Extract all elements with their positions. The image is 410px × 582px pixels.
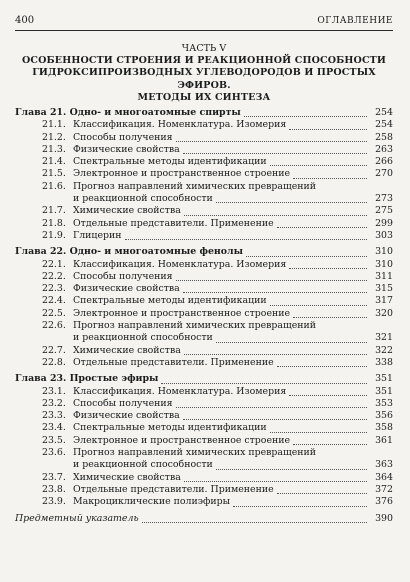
section-number: 21.1. <box>42 119 66 131</box>
dot-leader <box>184 215 367 216</box>
index-title: Предметный указатель <box>15 512 139 524</box>
page-ref: 311 <box>375 270 393 282</box>
section-number: 21.9. <box>42 229 66 241</box>
section-number: 22.7. <box>42 344 66 356</box>
dot-leader <box>183 153 367 154</box>
header-rule <box>15 30 393 31</box>
toc-section-entry[interactable] <box>15 422 393 434</box>
section-number: 23.8. <box>42 483 66 495</box>
section-title: Отдельные представители. Применение <box>73 356 274 368</box>
section-title: Классификация. Номенклатура. Изомерия <box>73 258 287 270</box>
toc-section-entry[interactable] <box>15 398 393 410</box>
section-number: 22.1. <box>42 258 66 270</box>
dot-leader <box>216 202 367 203</box>
dot-leader <box>142 522 367 523</box>
section-number: 21.5. <box>42 168 66 180</box>
toc-section-entry[interactable] <box>15 459 393 471</box>
section-title: Классификация. Номенклатура. Изомерия <box>73 119 287 131</box>
toc-section-entry[interactable] <box>15 496 393 508</box>
section-title: Электронное и пространственное строение <box>73 168 291 180</box>
section-number: 21.3. <box>42 143 66 155</box>
dot-leader <box>183 419 367 420</box>
page-ref: 263 <box>375 143 393 155</box>
section-title: Прогноз направлений химических превращений <box>73 447 317 459</box>
section-title: Спектральные методы идентификации <box>73 295 267 307</box>
page-ref: 303 <box>375 229 393 241</box>
section-number: 23.6. <box>42 447 66 459</box>
dot-leader <box>270 165 367 166</box>
section-number: 21.6. <box>42 180 66 192</box>
section-title: Способы получения <box>73 397 173 409</box>
page-ref: 351 <box>375 385 393 397</box>
toc-section-entry[interactable] <box>15 320 393 332</box>
toc-section-entry[interactable] <box>15 472 393 484</box>
page-ref: 315 <box>375 283 393 295</box>
toc-section-entry[interactable] <box>15 447 393 459</box>
dot-leader <box>289 129 367 130</box>
dot-leader <box>277 493 367 494</box>
page-ref: 376 <box>375 496 393 508</box>
section-title: Химические свойства <box>73 471 181 483</box>
toc-section-entry[interactable] <box>15 132 393 144</box>
page-ref: 258 <box>375 131 393 143</box>
chapter-title: Глава 22. Одно- и многоатомные фенолы <box>15 246 244 258</box>
dot-leader <box>270 305 367 306</box>
page-ref: 310 <box>375 258 393 270</box>
page-ref: 299 <box>375 217 393 229</box>
section-title: Физические свойства <box>73 410 180 422</box>
toc-section-entry[interactable] <box>15 181 393 193</box>
page-ref: 353 <box>375 397 393 409</box>
section-title: Прогноз направлений химических превращений <box>73 320 317 332</box>
dot-leader <box>233 506 367 507</box>
part-title-line: ГИДРОКСИПРОИЗВОДНЫХ УГЛЕВОДОРОДОВ И ПРОСТЫХ ЭФИРОВ. <box>32 67 376 91</box>
section-title: Отдельные представители. Применение <box>73 483 274 495</box>
section-number: 21.4. <box>42 156 66 168</box>
section-title: Электронное и пространственное строение <box>73 307 291 319</box>
section-number: 22.2. <box>42 270 66 282</box>
section-title: Физические свойства <box>73 143 180 155</box>
section-title: Макроциклические полиэфиры <box>73 496 231 508</box>
section-title: Глицерин <box>73 229 122 241</box>
running-title: ОГЛАВЛЕНИЕ <box>317 16 393 26</box>
page-ref: 351 <box>375 373 393 385</box>
chapter-title: Глава 21. Одно- и многоатомные спирты <box>15 107 241 118</box>
page-ref: 356 <box>375 410 393 422</box>
dot-leader <box>216 469 367 470</box>
section-number: 23.2. <box>42 397 66 409</box>
dot-leader <box>277 227 367 228</box>
dot-leader <box>176 141 367 142</box>
page-ref: 317 <box>375 295 393 307</box>
section-title: Классификация. Номенклатура. Изомерия <box>73 385 287 397</box>
page-ref: 254 <box>375 119 393 131</box>
toc-section-entry[interactable] <box>15 410 393 422</box>
toc-section-entry[interactable] <box>15 218 393 230</box>
dot-leader <box>293 178 367 179</box>
toc-section-entry[interactable] <box>15 295 393 307</box>
section-title: Химические свойства <box>73 205 181 217</box>
page-ref: 390 <box>375 512 393 524</box>
section-title: Спектральные методы идентификации <box>73 156 267 168</box>
toc-section-entry[interactable] <box>15 308 393 320</box>
section-number: 22.5. <box>42 307 66 319</box>
section-number: 22.8. <box>42 356 66 368</box>
toc-section-entry[interactable] <box>15 345 393 357</box>
dot-leader <box>216 342 367 343</box>
section-number: 21.7. <box>42 205 66 217</box>
section-title: Способы получения <box>73 131 173 143</box>
toc-section-entry[interactable] <box>15 193 393 205</box>
toc-section-entry[interactable] <box>15 230 393 242</box>
toc-section-entry[interactable] <box>15 205 393 217</box>
section-number: 22.4. <box>42 295 66 307</box>
page-ref: 322 <box>375 344 393 356</box>
section-number: 23.9. <box>42 496 66 508</box>
section-number: 22.6. <box>42 320 66 332</box>
toc-chapter-entry[interactable] <box>15 107 393 119</box>
toc-section-entry[interactable] <box>15 435 393 447</box>
section-number: 21.2. <box>42 131 66 143</box>
page-ref: 364 <box>375 471 393 483</box>
dot-leader <box>289 395 367 396</box>
section-number: 23.4. <box>42 422 66 434</box>
section-number: 23.7. <box>42 471 66 483</box>
section-title: Способы получения <box>73 270 173 282</box>
dot-leader <box>270 432 367 433</box>
page-ref: 273 <box>375 193 393 205</box>
dot-leader <box>183 292 367 293</box>
dot-leader <box>176 407 367 408</box>
section-title: Спектральные методы идентификации <box>73 422 267 434</box>
toc-section-entry[interactable] <box>15 156 393 168</box>
toc-section-entry[interactable] <box>15 271 393 283</box>
part-title-line: МЕТОДЫ ИХ СИНТЕЗА <box>137 91 271 103</box>
table-of-contents <box>15 107 393 525</box>
dot-leader <box>125 239 367 240</box>
dot-leader <box>184 354 367 355</box>
toc-section-entry[interactable] <box>15 119 393 131</box>
toc-section-entry[interactable] <box>15 144 393 156</box>
section-title: и реакционной способности <box>73 193 213 205</box>
part-title-line: ОСОБЕННОСТИ СТРОЕНИЯ И РЕАКЦИОННОЙ СПОСОБНОСТИ <box>21 55 387 66</box>
page-ref: 320 <box>375 307 393 319</box>
page-ref: 266 <box>375 156 393 168</box>
toc-section-entry[interactable] <box>15 332 393 344</box>
page-ref: 254 <box>375 107 393 118</box>
toc-section-entry[interactable] <box>15 386 393 398</box>
toc-chapter-entry[interactable] <box>15 246 393 258</box>
part-heading <box>15 43 393 104</box>
dot-leader <box>277 366 367 367</box>
section-title: Химические свойства <box>73 344 181 356</box>
toc-section-entry[interactable] <box>15 168 393 180</box>
section-title: и реакционной способности <box>73 332 213 344</box>
page-ref: 361 <box>375 434 393 446</box>
toc-section-entry[interactable] <box>15 484 393 496</box>
dot-leader <box>289 268 367 269</box>
section-number: 23.5. <box>42 434 66 446</box>
chapter-title: Глава 23. Простые эфиры <box>15 373 159 385</box>
toc-section-entry[interactable] <box>15 357 393 369</box>
page-ref: 372 <box>375 483 393 495</box>
dot-leader <box>176 280 367 281</box>
dot-leader <box>161 383 367 384</box>
page-ref: 275 <box>375 205 393 217</box>
dot-leader <box>244 116 367 117</box>
dot-leader <box>246 256 367 257</box>
section-number: 23.1. <box>42 385 66 397</box>
part-label: ЧАСТЬ V <box>181 43 227 54</box>
section-title: Электронное и пространственное строение <box>73 434 291 446</box>
section-title: Отдельные представители. Применение <box>73 217 274 229</box>
section-number: 23.3. <box>42 410 66 422</box>
toc-section-entry[interactable] <box>15 259 393 271</box>
section-number: 21.8. <box>42 217 66 229</box>
toc-chapter-entry[interactable] <box>15 373 393 385</box>
page-number: 400 <box>15 15 35 26</box>
page-ref: 321 <box>375 332 393 344</box>
running-header <box>0 15 410 29</box>
page-ref: 363 <box>375 459 393 471</box>
page-ref: 358 <box>375 422 393 434</box>
section-title: и реакционной способности <box>73 459 213 471</box>
dot-leader <box>184 481 367 482</box>
page-ref: 310 <box>375 246 393 258</box>
toc-section-entry[interactable] <box>15 283 393 295</box>
section-number: 22.3. <box>42 283 66 295</box>
toc-index-entry[interactable] <box>15 513 393 525</box>
section-title: Физические свойства <box>73 283 180 295</box>
dot-leader <box>293 444 367 445</box>
section-title: Прогноз направлений химических превращений <box>73 180 317 192</box>
dot-leader <box>293 317 367 318</box>
page-ref: 270 <box>375 168 393 180</box>
page-ref: 338 <box>375 356 393 368</box>
